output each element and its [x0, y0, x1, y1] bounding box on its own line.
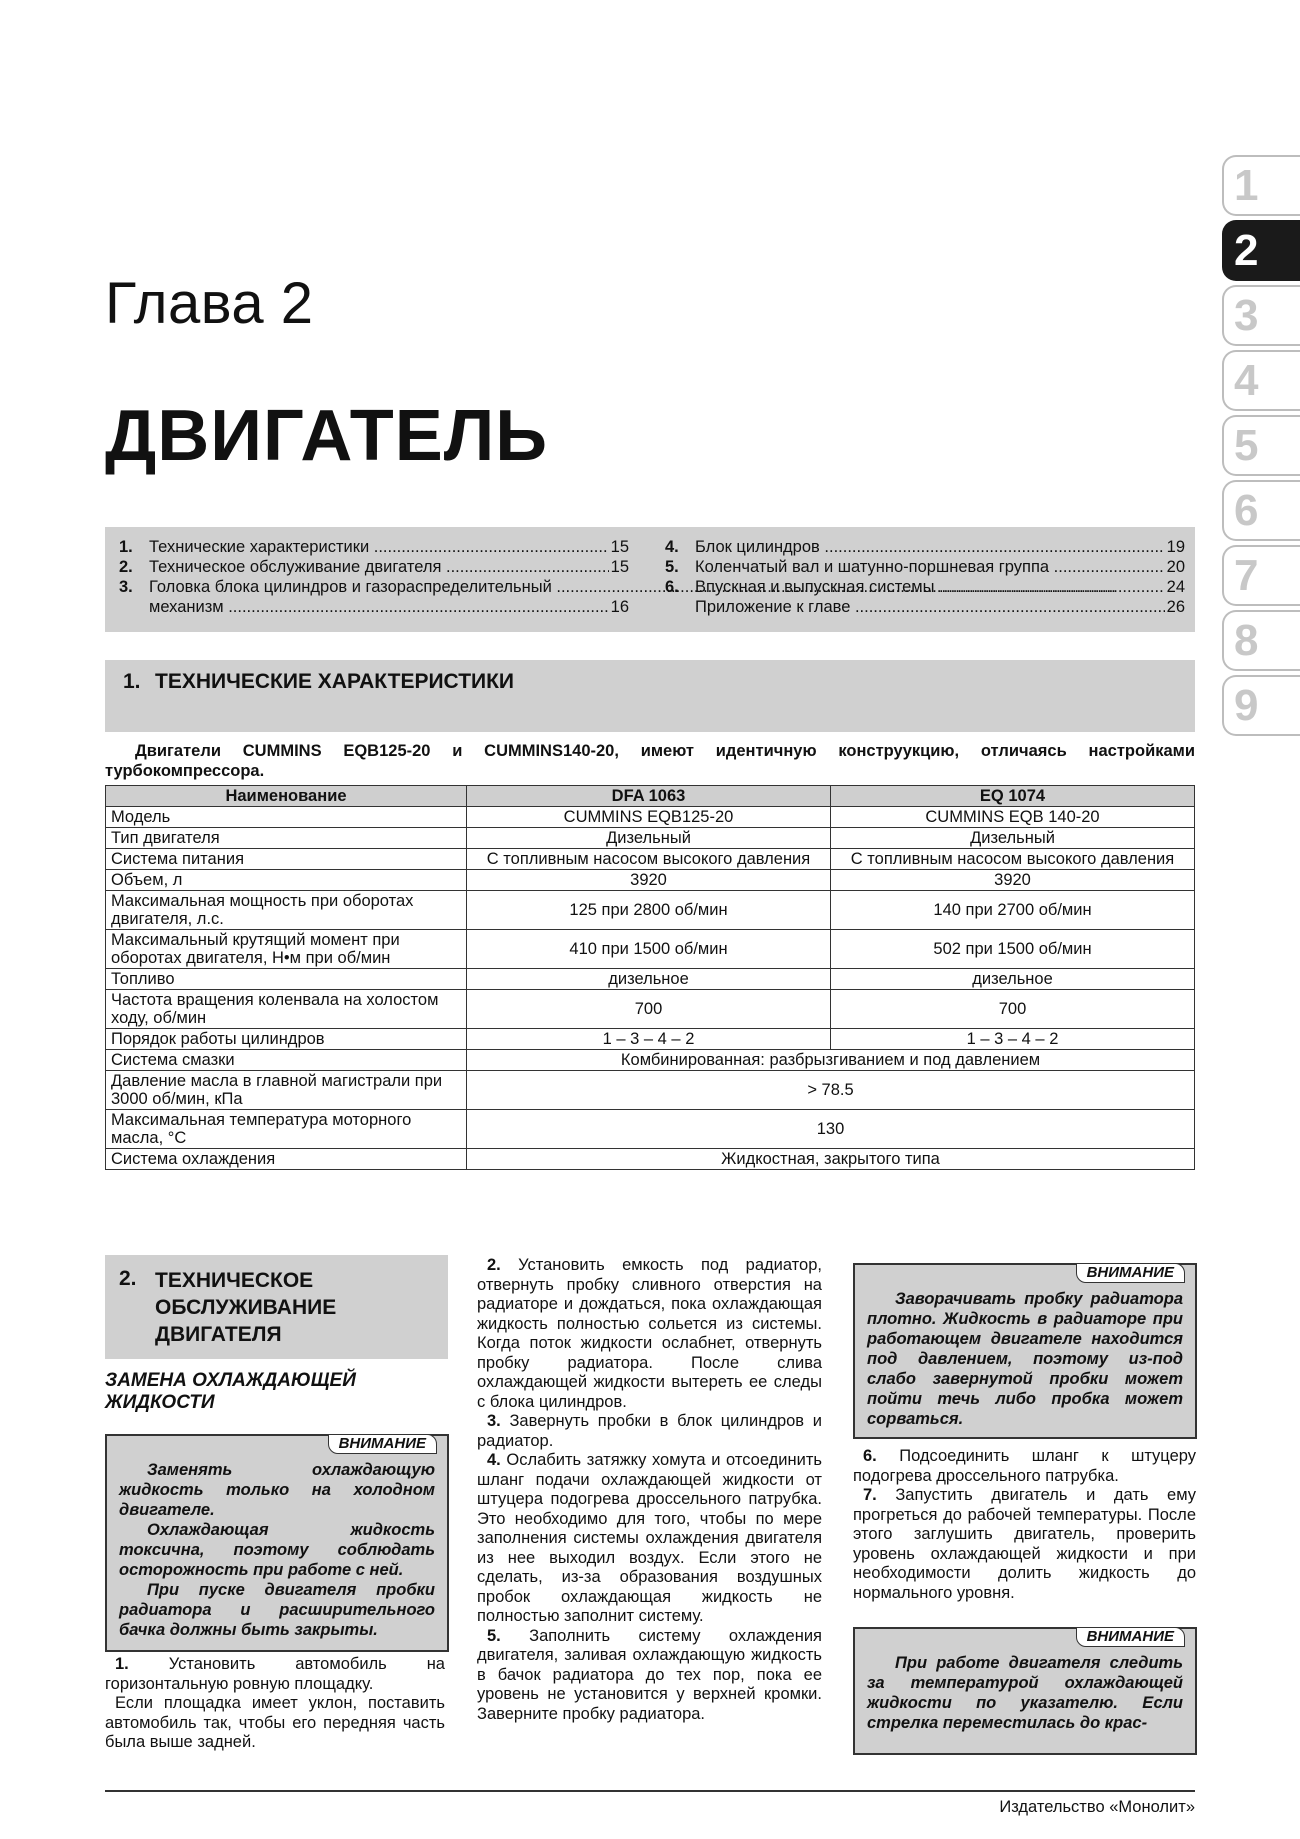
- row-name: Система смазки: [106, 1050, 467, 1071]
- contents-item-number: [119, 597, 149, 617]
- row-name: Частота вращения коленвала на холостом ходу, об/мин: [106, 990, 467, 1029]
- step-number: 1.: [115, 1655, 129, 1673]
- steps-column-2: [477, 1256, 822, 1724]
- chapter-label: Глава 2: [105, 271, 314, 336]
- step-text: Если площадка имеет уклон, поставить автомобиль так, чтобы его передняя часть была выше задней.: [105, 1694, 445, 1751]
- cell-dfa: 410 при 1500 об/мин: [467, 930, 831, 969]
- table-row: [106, 969, 1195, 990]
- cell-dfa: 1 – 3 – 4 – 2: [467, 1029, 831, 1050]
- warning-box: [105, 1434, 449, 1652]
- chapter-tab-4[interactable]: 4: [1222, 350, 1300, 411]
- section-title: ТЕХНИЧЕСКОЕ ОБСЛУЖИВАНИЕ ДВИГАТЕЛЯ: [155, 1269, 337, 1346]
- contents-item-page: 19: [1166, 538, 1185, 556]
- step-number: 5.: [487, 1626, 501, 1645]
- contents-item-number: 1.: [119, 538, 133, 556]
- contents-item-page: 26: [1166, 598, 1185, 616]
- step: [477, 1412, 822, 1451]
- cell-eq: С топливным насосом высокого давления: [831, 849, 1195, 870]
- table-row: [106, 828, 1195, 849]
- contents-item-text: Технические характеристики .....: [149, 537, 609, 557]
- contents-item-page: 15: [610, 558, 629, 576]
- contents-item-number: 3.: [119, 578, 133, 596]
- chapter-tab-7[interactable]: 7: [1222, 545, 1300, 606]
- step-text: Ослабить затяжку хомута и отсоединить шланг подачи охлаждающей жидкости от штуцера подогрева дроссельного патрубка. Это необходимо для того, чтобы по мере заполнения системы охлаждения двигателя из нее выходил воздух. Если этого не сделать, из-за образования воздушных пробок охлаждающая жидкость не полностью заполнит систему.: [477, 1451, 822, 1625]
- table-row: [106, 849, 1195, 870]
- steps-column-3: [853, 1447, 1196, 1603]
- contents-item-number: 5.: [665, 558, 679, 576]
- table-row: [106, 870, 1195, 891]
- table-row: [106, 1149, 1195, 1170]
- warning-text: [119, 1460, 435, 1640]
- contents-item-number: 6.: [665, 578, 679, 596]
- cell-dfa: Дизельный: [467, 828, 831, 849]
- subsection-title: ЗАМЕНА ОХЛАЖДАЮЩЕЙ ЖИДКОСТИ: [105, 1370, 356, 1413]
- contents-item-page: 20: [1166, 558, 1185, 576]
- contents-item[interactable]: [665, 577, 1185, 597]
- column-header-name: Наименование: [106, 786, 467, 807]
- cell-merged: > 78.5: [467, 1071, 1195, 1110]
- table-row: [106, 891, 1195, 930]
- cell-dfa: дизельное: [467, 969, 831, 990]
- contents-item-text: Приложение к главе .....: [695, 597, 1165, 617]
- warning-paragraph: Заменять охлаждающую жидкость только на холодном двигателе.: [119, 1461, 435, 1519]
- chapter-tab-3[interactable]: 3: [1222, 285, 1300, 346]
- warning-paragraph: Охлаждающая жидкость токсична, поэтому соблюдать осторожность при работе с ней.: [119, 1521, 435, 1579]
- contents-item-text: Головка блока цилиндров и газораспределительный .....: [149, 577, 1116, 597]
- contents-item-number: 4.: [665, 538, 679, 556]
- cell-merged: 130: [467, 1110, 1195, 1149]
- cell-dfa: 3920: [467, 870, 831, 891]
- step-number: 3.: [487, 1412, 501, 1430]
- row-name: Топливо: [106, 969, 467, 990]
- chapter-contents: [105, 527, 1195, 632]
- step-text: Завернуть пробки в блок цилиндров и радиатор.: [477, 1412, 822, 1450]
- contents-item-page: 24: [1166, 578, 1185, 596]
- intro-paragraph: Двигатели CUMMINS EQB125-20 и CUMMINS140-20, имеют идентичную конструукцию, отличаясь настройками турбокомпрессора.: [105, 742, 1195, 780]
- contents-item-text: Блок цилиндров .....: [695, 537, 1165, 557]
- warning-paragraph: Заворачивать пробку радиатора плотно. Жидкость в радиаторе при работающем двигателе находится под давлением, поэтому из-под слабо завернутой пробки может пойти течь либо пробка может сорваться.: [867, 1290, 1183, 1428]
- table-row: [106, 807, 1195, 828]
- warning-text: [867, 1653, 1183, 1733]
- row-name: Максимальная температура моторного масла, °С: [106, 1110, 467, 1149]
- section-heading-specs: [105, 660, 1195, 732]
- cell-eq: 140 при 2700 об/мин: [831, 891, 1195, 930]
- row-name: Тип двигателя: [106, 828, 467, 849]
- warning-box: [853, 1263, 1197, 1439]
- step: [477, 1256, 822, 1412]
- section-title: ТЕХНИЧЕСКИЕ ХАРАКТЕРИСТИКИ: [155, 670, 515, 693]
- warning-text: [867, 1289, 1183, 1429]
- step: [853, 1486, 1196, 1603]
- table-row: [106, 1110, 1195, 1149]
- table-row: [106, 990, 1195, 1029]
- steps-column-1: [105, 1655, 445, 1753]
- contents-item[interactable]: [119, 577, 629, 597]
- step-text: Установить автомобиль на горизонтальную ровную площадку.: [105, 1655, 445, 1693]
- section-number: 1.: [123, 670, 141, 693]
- chapter-tabs: [1222, 155, 1300, 740]
- contents-item-page: 15: [610, 538, 629, 556]
- warning-paragraph: При работе двигателя следить за температурой охлаждающей жидкости по указателю. Если стрелка переместилась до крас-: [867, 1654, 1183, 1732]
- warning-label: ВНИМАНИЕ: [328, 1434, 437, 1454]
- chapter-tab-2[interactable]: 2: [1222, 220, 1300, 281]
- row-name: Модель: [106, 807, 467, 828]
- contents-item-number: 2.: [119, 558, 133, 576]
- row-name: Система питания: [106, 849, 467, 870]
- section-heading-maintenance: [105, 1255, 448, 1359]
- step-text: Запустить двигатель и дать ему прогреться до рабочей температуры. После этого заглушить двигатель, проверить уровень охлаждающей жидкости и при необходимости долить жидкость до нормального уровня.: [853, 1486, 1196, 1602]
- cell-eq: 700: [831, 990, 1195, 1029]
- contents-item[interactable]: [119, 557, 629, 577]
- step-text: Заполнить систему охлаждения двигателя, заливая охлаждающую жидкость в бачок радиатора до тех пор, пока ее уровень не установится у верхней кромки. Заверните пробку радиатора.: [477, 1626, 822, 1723]
- contents-item-text: Впускная и выпускная системы .....: [695, 577, 1165, 597]
- table-header-row: [106, 786, 1195, 807]
- step-number: 4.: [487, 1451, 501, 1469]
- warning-label: ВНИМАНИЕ: [1076, 1263, 1185, 1283]
- chapter-tab-5[interactable]: 5: [1222, 415, 1300, 476]
- cell-merged: Комбинированная: разбрызгиванием и под давлением: [467, 1050, 1195, 1071]
- cell-dfa: С топливным насосом высокого давления: [467, 849, 831, 870]
- contents-item-text: Коленчатый вал и шатунно-поршневая группа .....: [695, 557, 1165, 577]
- step-text: Установить емкость под радиатор, отвернуть пробку сливного отверстия на радиаторе и дождаться, пока охлаждающая жидкость полностью сольется из системы. Когда поток жидкости ослабнет, отвернуть пробку радиатора. После слива охлаждающей жидкости вытереть ее следы с блока цилиндров.: [477, 1256, 822, 1411]
- cell-eq: дизельное: [831, 969, 1195, 990]
- cell-eq: CUMMINS EQB 140-20: [831, 807, 1195, 828]
- chapter-tab-9[interactable]: 9: [1222, 675, 1300, 736]
- warning-paragraph: При пуске двигателя пробки радиатора и расширительного бачка должны быть закрыты.: [119, 1581, 435, 1639]
- cell-dfa: 700: [467, 990, 831, 1029]
- column-header-eq: EQ 1074: [831, 786, 1195, 807]
- row-name: Максимальная мощность при оборотах двигателя, л.с.: [106, 891, 467, 930]
- footer-divider: [105, 1790, 1195, 1792]
- contents-item-page: 16: [610, 598, 629, 616]
- contents-item[interactable]: [665, 557, 1185, 577]
- row-name: Объем, л: [106, 870, 467, 891]
- step: [105, 1655, 445, 1694]
- warning-label: ВНИМАНИЕ: [1076, 1627, 1185, 1647]
- chapter-title: ДВИГАТЕЛЬ: [105, 396, 549, 476]
- step: [477, 1627, 822, 1725]
- chapter-tab-1[interactable]: 1: [1222, 155, 1300, 216]
- contents-item[interactable]: [665, 597, 1185, 617]
- warning-box: [853, 1627, 1197, 1755]
- contents-item-number: [665, 597, 695, 617]
- publisher-name: Издательство «Монолит»: [999, 1798, 1195, 1816]
- cell-dfa: CUMMINS EQB125-20: [467, 807, 831, 828]
- table-row: [106, 1029, 1195, 1050]
- contents-item[interactable]: [119, 597, 629, 617]
- contents-column-right: [665, 537, 1185, 617]
- row-name: Порядок работы цилиндров: [106, 1029, 467, 1050]
- step-number: 6.: [863, 1447, 877, 1465]
- row-name: Максимальный крутящий момент при оборотах двигателя, Н•м при об/мин: [106, 930, 467, 969]
- step: [853, 1447, 1196, 1486]
- cell-dfa: 125 при 2800 об/мин: [467, 891, 831, 930]
- column-header-dfa: DFA 1063: [467, 786, 831, 807]
- cell-eq: 3920: [831, 870, 1195, 891]
- contents-item[interactable]: [119, 537, 629, 557]
- contents-item-text: механизм .....: [149, 597, 609, 617]
- table-row: [106, 1071, 1195, 1110]
- row-name: Давление масла в главной магистрали при 3000 об/мин, кПа: [106, 1071, 467, 1110]
- step-text: Подсоединить шланг к штуцеру подогрева дроссельного патрубка.: [853, 1447, 1196, 1485]
- chapter-tab-6[interactable]: 6: [1222, 480, 1300, 541]
- step: [105, 1694, 445, 1753]
- contents-item[interactable]: [665, 537, 1185, 557]
- spec-table: [105, 785, 1195, 1170]
- step-number: 2.: [487, 1256, 501, 1274]
- contents-column-left: [119, 537, 629, 617]
- step: [477, 1451, 822, 1627]
- row-name: Система охлаждения: [106, 1149, 467, 1170]
- table-row: [106, 1050, 1195, 1071]
- contents-item-text: Техническое обслуживание двигателя .....: [149, 557, 609, 577]
- section-number: 2.: [119, 1267, 137, 1290]
- step-number: 7.: [863, 1486, 877, 1504]
- table-row: [106, 930, 1195, 969]
- cell-eq: 1 – 3 – 4 – 2: [831, 1029, 1195, 1050]
- chapter-tab-8[interactable]: 8: [1222, 610, 1300, 671]
- cell-merged: Жидкостная, закрытого типа: [467, 1149, 1195, 1170]
- cell-eq: Дизельный: [831, 828, 1195, 849]
- cell-eq: 502 при 1500 об/мин: [831, 930, 1195, 969]
